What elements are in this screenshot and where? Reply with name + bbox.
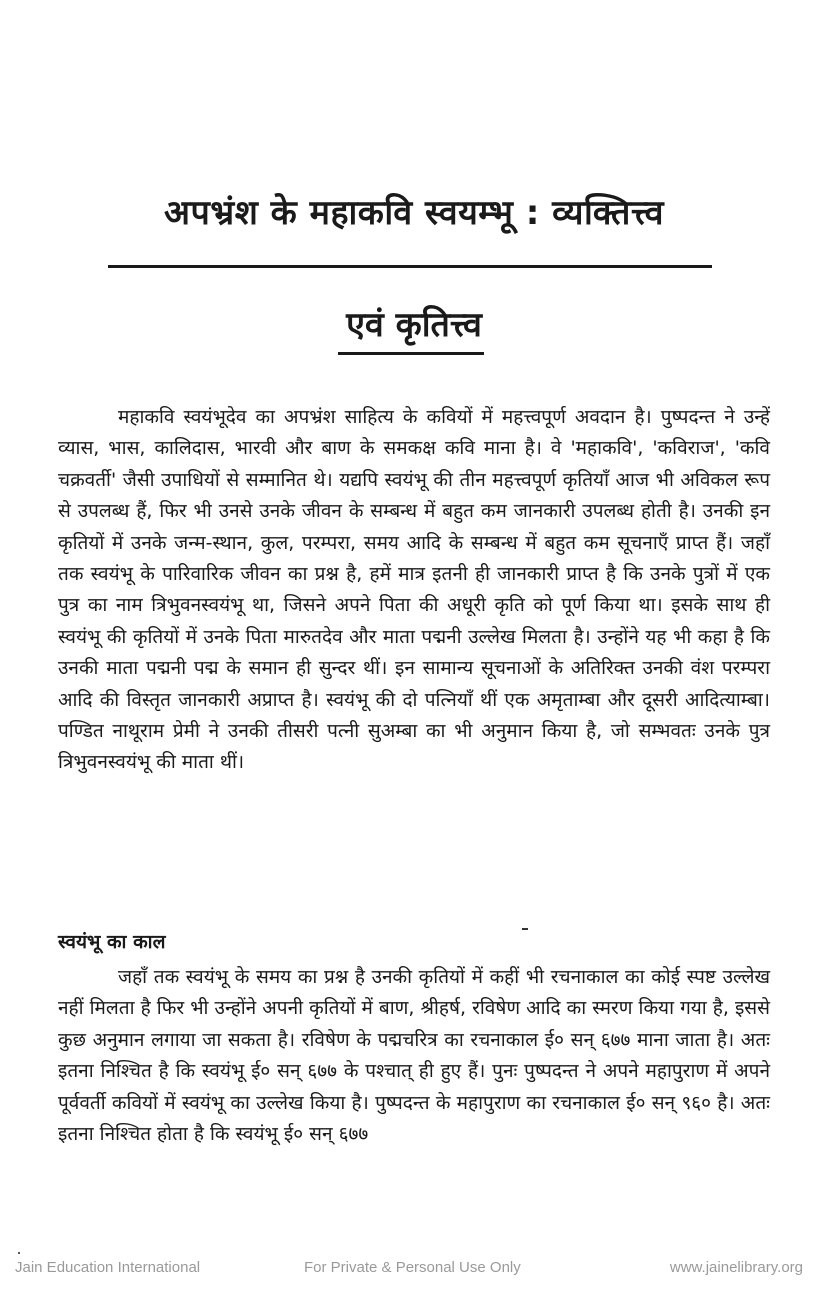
footer-website-link[interactable]: www.jainelibrary.org xyxy=(669,1259,803,1276)
chapter-title-line-2: एवं कृतित्त्व xyxy=(346,305,482,345)
title-underline xyxy=(108,265,712,268)
section-heading: स्वयंभू का काल xyxy=(58,931,166,953)
footer-publisher: Jain Education International xyxy=(15,1259,201,1276)
footer-usage-note: For Private & Personal Use Only xyxy=(304,1259,521,1276)
chapter-title-line-1: अपभ्रंश के महाकवि स्वयम्भू : व्यक्तित्त्व xyxy=(164,193,664,233)
subtitle-underline xyxy=(338,352,484,355)
period-section xyxy=(58,962,770,1150)
intro-section xyxy=(58,402,770,779)
paragraph-1: महाकवि स्वयंभूदेव का अपभ्रंश साहित्य के कवियों में महत्त्वपूर्ण अवदान है। पुष्पदन्त ने उन्हें व्यास, भास, कालिदास, भारवी और बाण के समकक्ष कवि माना है। वे 'महाकवि', 'कविराज', 'कवि चक्रवर्ती' जैसी उपाधियों से सम्मानित थे। यद्यपि स्वयंभू की तीन महत्त्वपूर्ण कृतियाँ आज भी अविकल रूप से उपलब्ध हैं, फिर भी उनसे उनके जीवन के सम्बन्ध में बहुत कम जानकारी उपलब्ध होती है। उनकी इन कृतियों में उनके जन्म-स्थान, कुल, परम्परा, समय आदि के सम्बन्ध में बहुत कम सूचनाएँ प्राप्त हैं। जहाँ तक स्वयंभू के पारिवारिक जीवन का प्रश्न है, हमें मात्र इतनी ही जानकारी प्राप्त है कि उनके पुत्रों में एक पुत्र का नाम त्रिभुवनस्वयंभू था, जिसने अपने पिता की अधूरी कृति को पूर्ण किया था। इसके साथ ही स्वयंभू की कृतियों में उनके पिता मारुतदेव और माता पद्मनी उल्लेख मिलता है। उन्होंने यह भी कहा है कि उनकी माता पद्मनी पद्म के समान ही सुन्दर थीं। इन सामान्य सूचनाओं के अतिरिक्त उनकी वंश परम्परा आदि की विस्तृत जानकारी अप्राप्त है। स्वयंभू की दो पत्नियाँ थीं एक अमृताम्बा और दूसरी आदित्याम्बा। पण्डित नाथूराम प्रेमी ने उनकी तीसरी पत्नी सुअम्बा का भी अनुमान किया है, जो सम्भवतः उनके पुत्र त्रिभुवनस्वयंभू की माता थीं। xyxy=(58,406,770,774)
scan-dot xyxy=(18,1252,20,1254)
paragraph-2: जहाँ तक स्वयंभू के समय का प्रश्न है उनकी कृतियों में कहीं भी रचनाकाल का कोई स्पष्ट उल्लेख नहीं मिलता है फिर भी उन्होंने अपनी कृतियों में बाण, श्रीहर्ष, रविषेण आदि का स्मरण किया गया है, इससे कुछ अनुमान लगाया जा सकता है। रविषेण के पद्मचरित्र का रचनाकाल ई० सन् ६७७ माना जाता है। अतः इतना निश्चित है कि स्वयंभू ई० सन् ६७७ के पश्चात् ही हुए हैं। पुनः पुष्पदन्त ने अपने महापुराण में अपने पूर्ववर्ती कवियों में स्वयंभू का उल्लेख किया है। पुष्पदन्त के महापुराण का रचनाकाल ई० सन् ९६० है। अतः इतना निश्चित होता है कि स्वयंभू ई० सन् ६७७ xyxy=(58,966,770,1146)
scan-mark xyxy=(522,928,528,930)
